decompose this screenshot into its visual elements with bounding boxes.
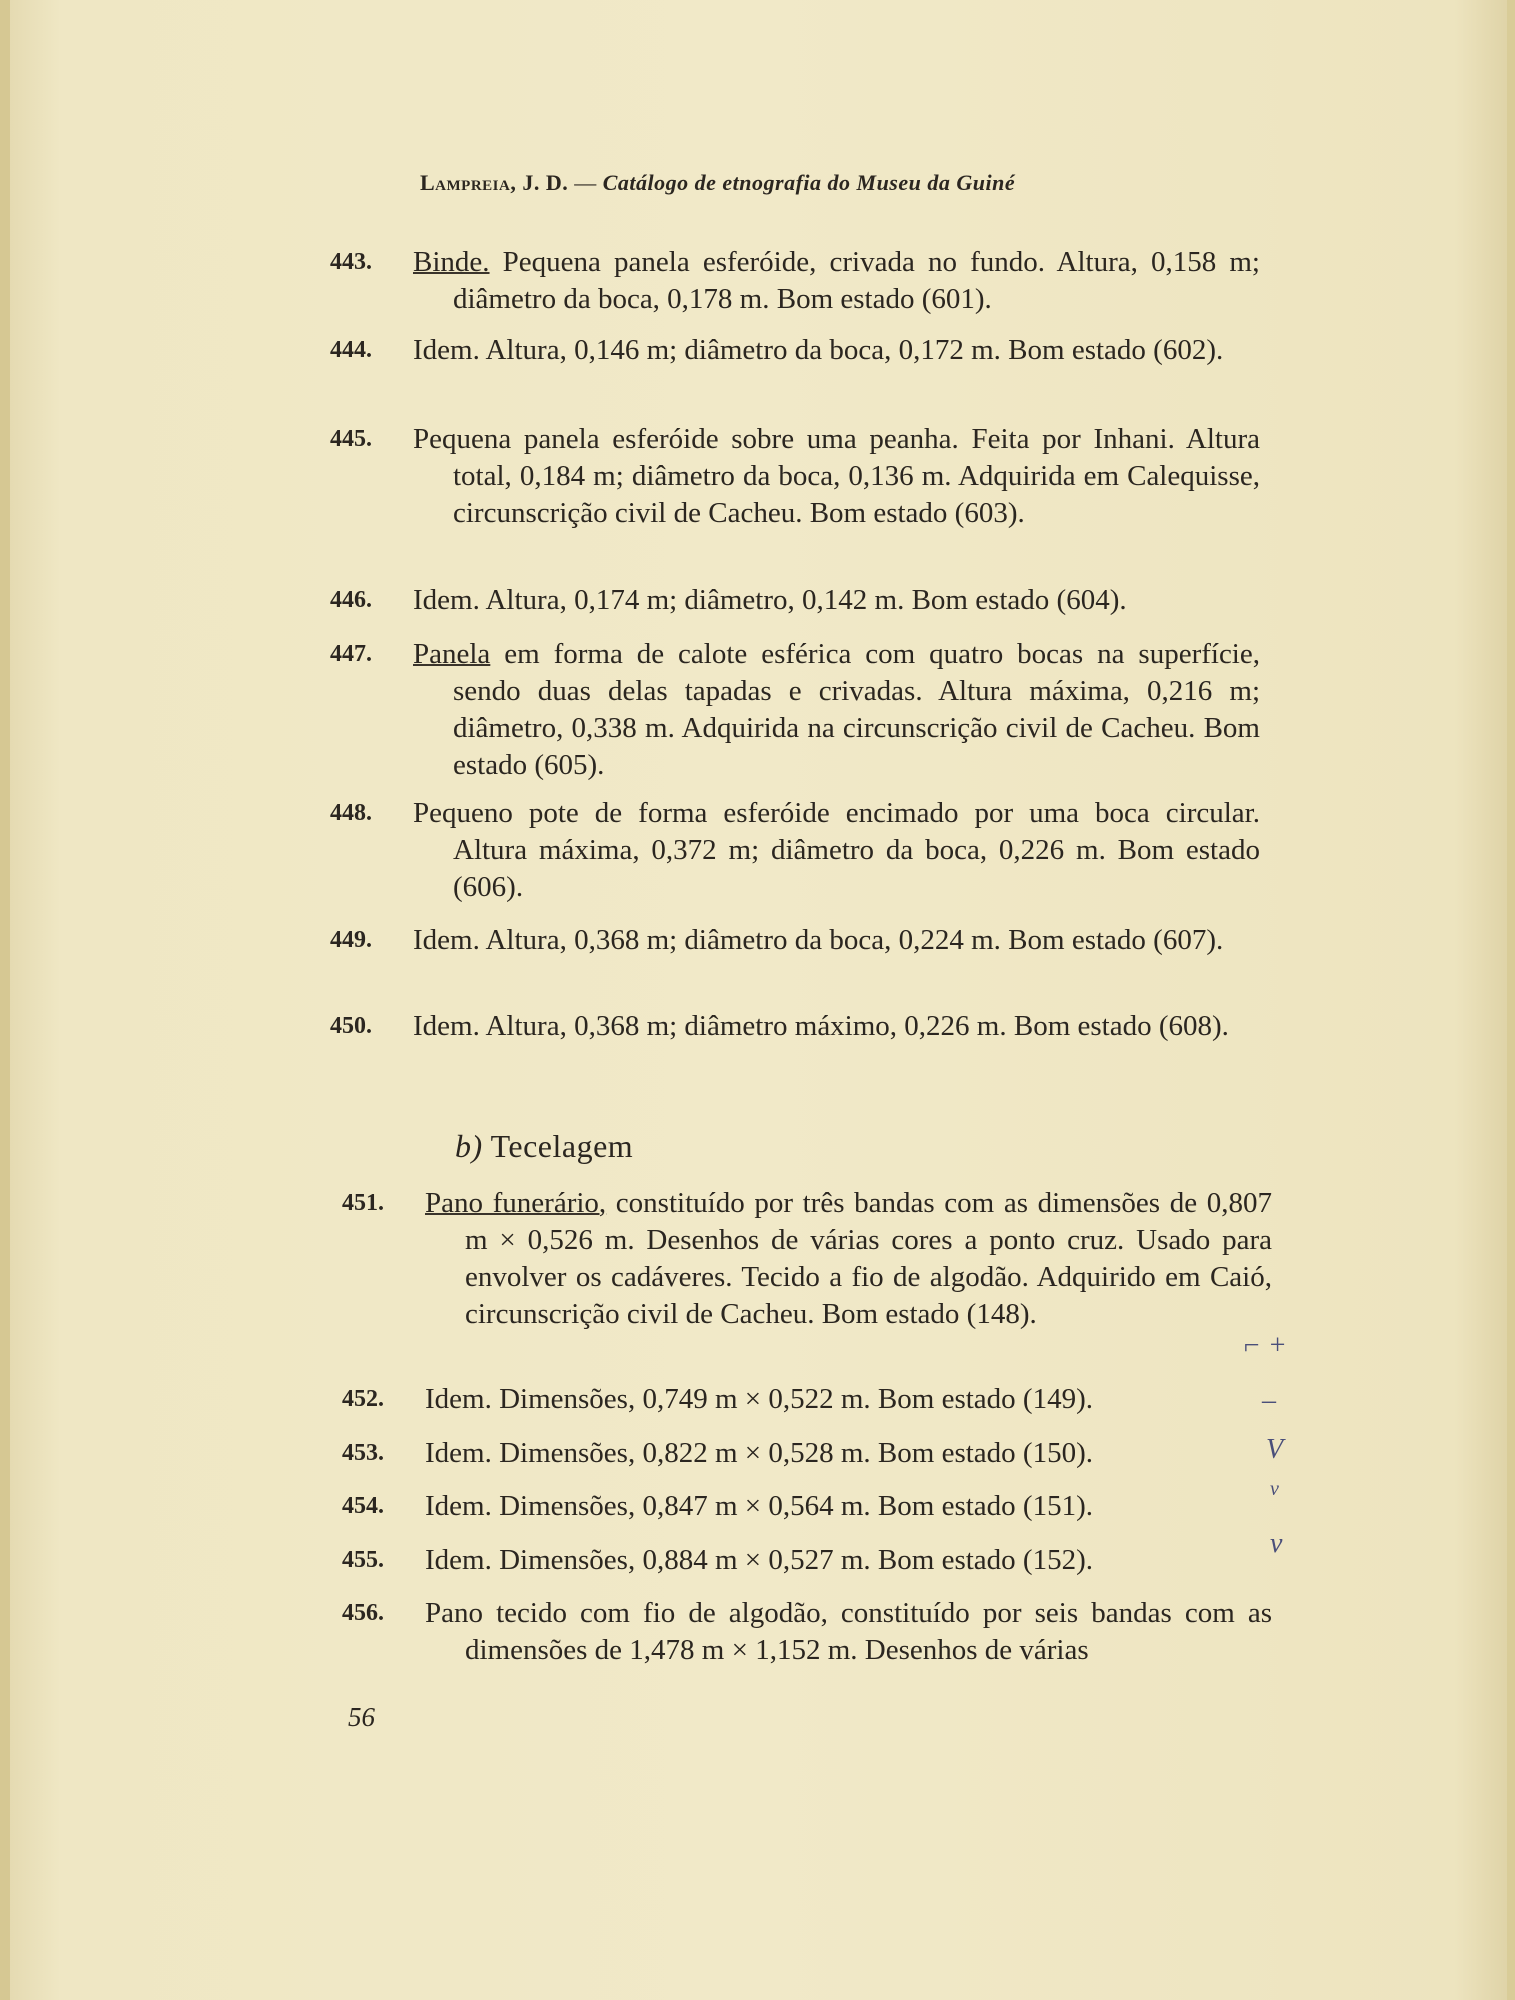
- entry-text: [413, 636, 1260, 784]
- pencil-mark: –: [1262, 1385, 1276, 1416]
- running-header: [420, 170, 1015, 196]
- entry-body: Idem. Dimensões, 0,884 m × 0,527 m. Bom estado (152).: [425, 1544, 1093, 1576]
- entry-number: 449.: [330, 927, 372, 953]
- check-mark-icon: v: [1270, 1528, 1283, 1559]
- catalog-entry: [342, 1488, 1272, 1525]
- entry-number: 446.: [330, 587, 372, 613]
- entry-body: Idem. Altura, 0,368 m; diâmetro da boca, 0,224 m. Bom estado (607).: [413, 924, 1224, 956]
- entry-number: 450.: [330, 1013, 372, 1039]
- section-label: b): [455, 1128, 483, 1164]
- entry-body: Idem. Dimensões, 0,822 m × 0,528 m. Bom estado (150).: [425, 1437, 1093, 1469]
- catalog-entry: [330, 244, 1260, 318]
- entry-body: Pequena panela esferóide, crivada no fundo. Altura, 0,158 m; diâmetro da boca, 0,178 m. Bom estado (601).: [453, 246, 1260, 315]
- page-edge-left: [0, 0, 10, 2000]
- entry-lead: Pano funerário,: [425, 1187, 607, 1219]
- entry-text: [425, 1185, 1272, 1333]
- entry-body: Idem. Dimensões, 0,749 m × 0,522 m. Bom estado (149).: [425, 1383, 1093, 1415]
- entry-number: 451.: [342, 1190, 384, 1216]
- entry-text: [413, 922, 1260, 959]
- entry-text: [413, 244, 1260, 318]
- entry-number: 444.: [330, 337, 372, 363]
- entry-number: 445.: [330, 426, 372, 452]
- entry-text: [425, 1542, 1272, 1579]
- catalog-entry: [330, 636, 1260, 784]
- entry-text: [413, 421, 1260, 532]
- pencil-mark: ⌐ +: [1242, 1330, 1287, 1361]
- entry-body: Idem. Altura, 0,368 m; diâmetro máximo, 0,226 m. Bom estado (608).: [413, 1010, 1229, 1042]
- entry-number: 452.: [342, 1386, 384, 1412]
- check-mark-icon: v: [1270, 1478, 1279, 1500]
- entry-number: 453.: [342, 1440, 384, 1466]
- entry-body: em forma de calote esférica com quatro bocas na superfície, sendo duas delas tapadas e crivadas. Altura máxima, 0,216 m; diâmetro, 0,338 m. Adquirida na circunscrição civil de Cacheu. Bom estado (605).: [453, 638, 1260, 781]
- header-author: Lampreia, J. D.: [420, 170, 569, 195]
- catalog-entry: [342, 1381, 1272, 1418]
- entry-body: Pequeno pote de forma esferóide encimado por uma boca circular. Altura máxima, 0,372 m; diâmetro da boca, 0,226 m. Bom estado (606).: [413, 797, 1260, 903]
- entry-text: [425, 1595, 1272, 1669]
- catalog-entry: [342, 1435, 1272, 1472]
- entry-number: 448.: [330, 800, 372, 826]
- header-title: Catálogo de etnografia do Museu da Guiné: [602, 170, 1016, 195]
- entry-text: [425, 1381, 1272, 1418]
- entry-body: Idem. Altura, 0,146 m; diâmetro da boca, 0,172 m. Bom estado (602).: [413, 334, 1224, 366]
- page-number: 56: [348, 1702, 375, 1732]
- entry-lead: Panela: [413, 638, 491, 670]
- catalog-entry: [342, 1185, 1272, 1333]
- catalog-entry: [330, 795, 1260, 906]
- entry-body: Idem. Altura, 0,174 m; diâmetro, 0,142 m. Bom estado (604).: [413, 584, 1127, 616]
- header-dash: —: [568, 170, 603, 195]
- catalog-entry: [330, 1008, 1260, 1045]
- page-edge-right: [1507, 0, 1515, 2000]
- catalog-entry: [330, 332, 1260, 369]
- entry-number: 455.: [342, 1547, 384, 1573]
- catalog-entry: [342, 1595, 1272, 1669]
- catalog-entry: [330, 582, 1260, 619]
- entry-body: constituído por três bandas com as dimensões de 0,807 m × 0,526 m. Desenhos de várias cores a ponto cruz. Usado para envolver os cadáveres. Tecido a fio de algodão. Adquirido em Caió, circunscrição civil de Cacheu. Bom estado (148).: [465, 1187, 1272, 1330]
- entry-text: [413, 1008, 1260, 1045]
- entry-text: [425, 1488, 1272, 1525]
- entry-number: 454.: [342, 1493, 384, 1519]
- entry-lead: Binde.: [413, 246, 490, 278]
- entry-body: Pequena panela esferóide sobre uma peanha. Feita por Inhani. Altura total, 0,184 m; diâmetro da boca, 0,136 m. Adquirida em Calequisse, circunscrição civil de Cacheu. Bom estado (603).: [413, 423, 1260, 529]
- catalog-entry: [342, 1542, 1272, 1579]
- entry-body: Idem. Dimensões, 0,847 m × 0,564 m. Bom estado (151).: [425, 1490, 1093, 1522]
- entry-body: Pano tecido com fio de algodão, constituído por seis bandas com as dimensões de 1,478 m × 1,152 m. Desenhos de várias: [425, 1597, 1272, 1666]
- catalog-entry: [330, 922, 1260, 959]
- entry-text: [413, 795, 1260, 906]
- entry-text: [425, 1435, 1272, 1472]
- entry-number: 443.: [330, 249, 372, 275]
- entry-number: 456.: [342, 1600, 384, 1626]
- section-heading: [455, 1128, 633, 1165]
- check-mark-icon: V: [1266, 1434, 1284, 1465]
- entry-text: [413, 582, 1260, 619]
- section-title: Tecelagem: [490, 1128, 634, 1164]
- entry-number: 447.: [330, 641, 372, 667]
- catalog-entry: [330, 421, 1260, 532]
- entry-text: [413, 332, 1260, 369]
